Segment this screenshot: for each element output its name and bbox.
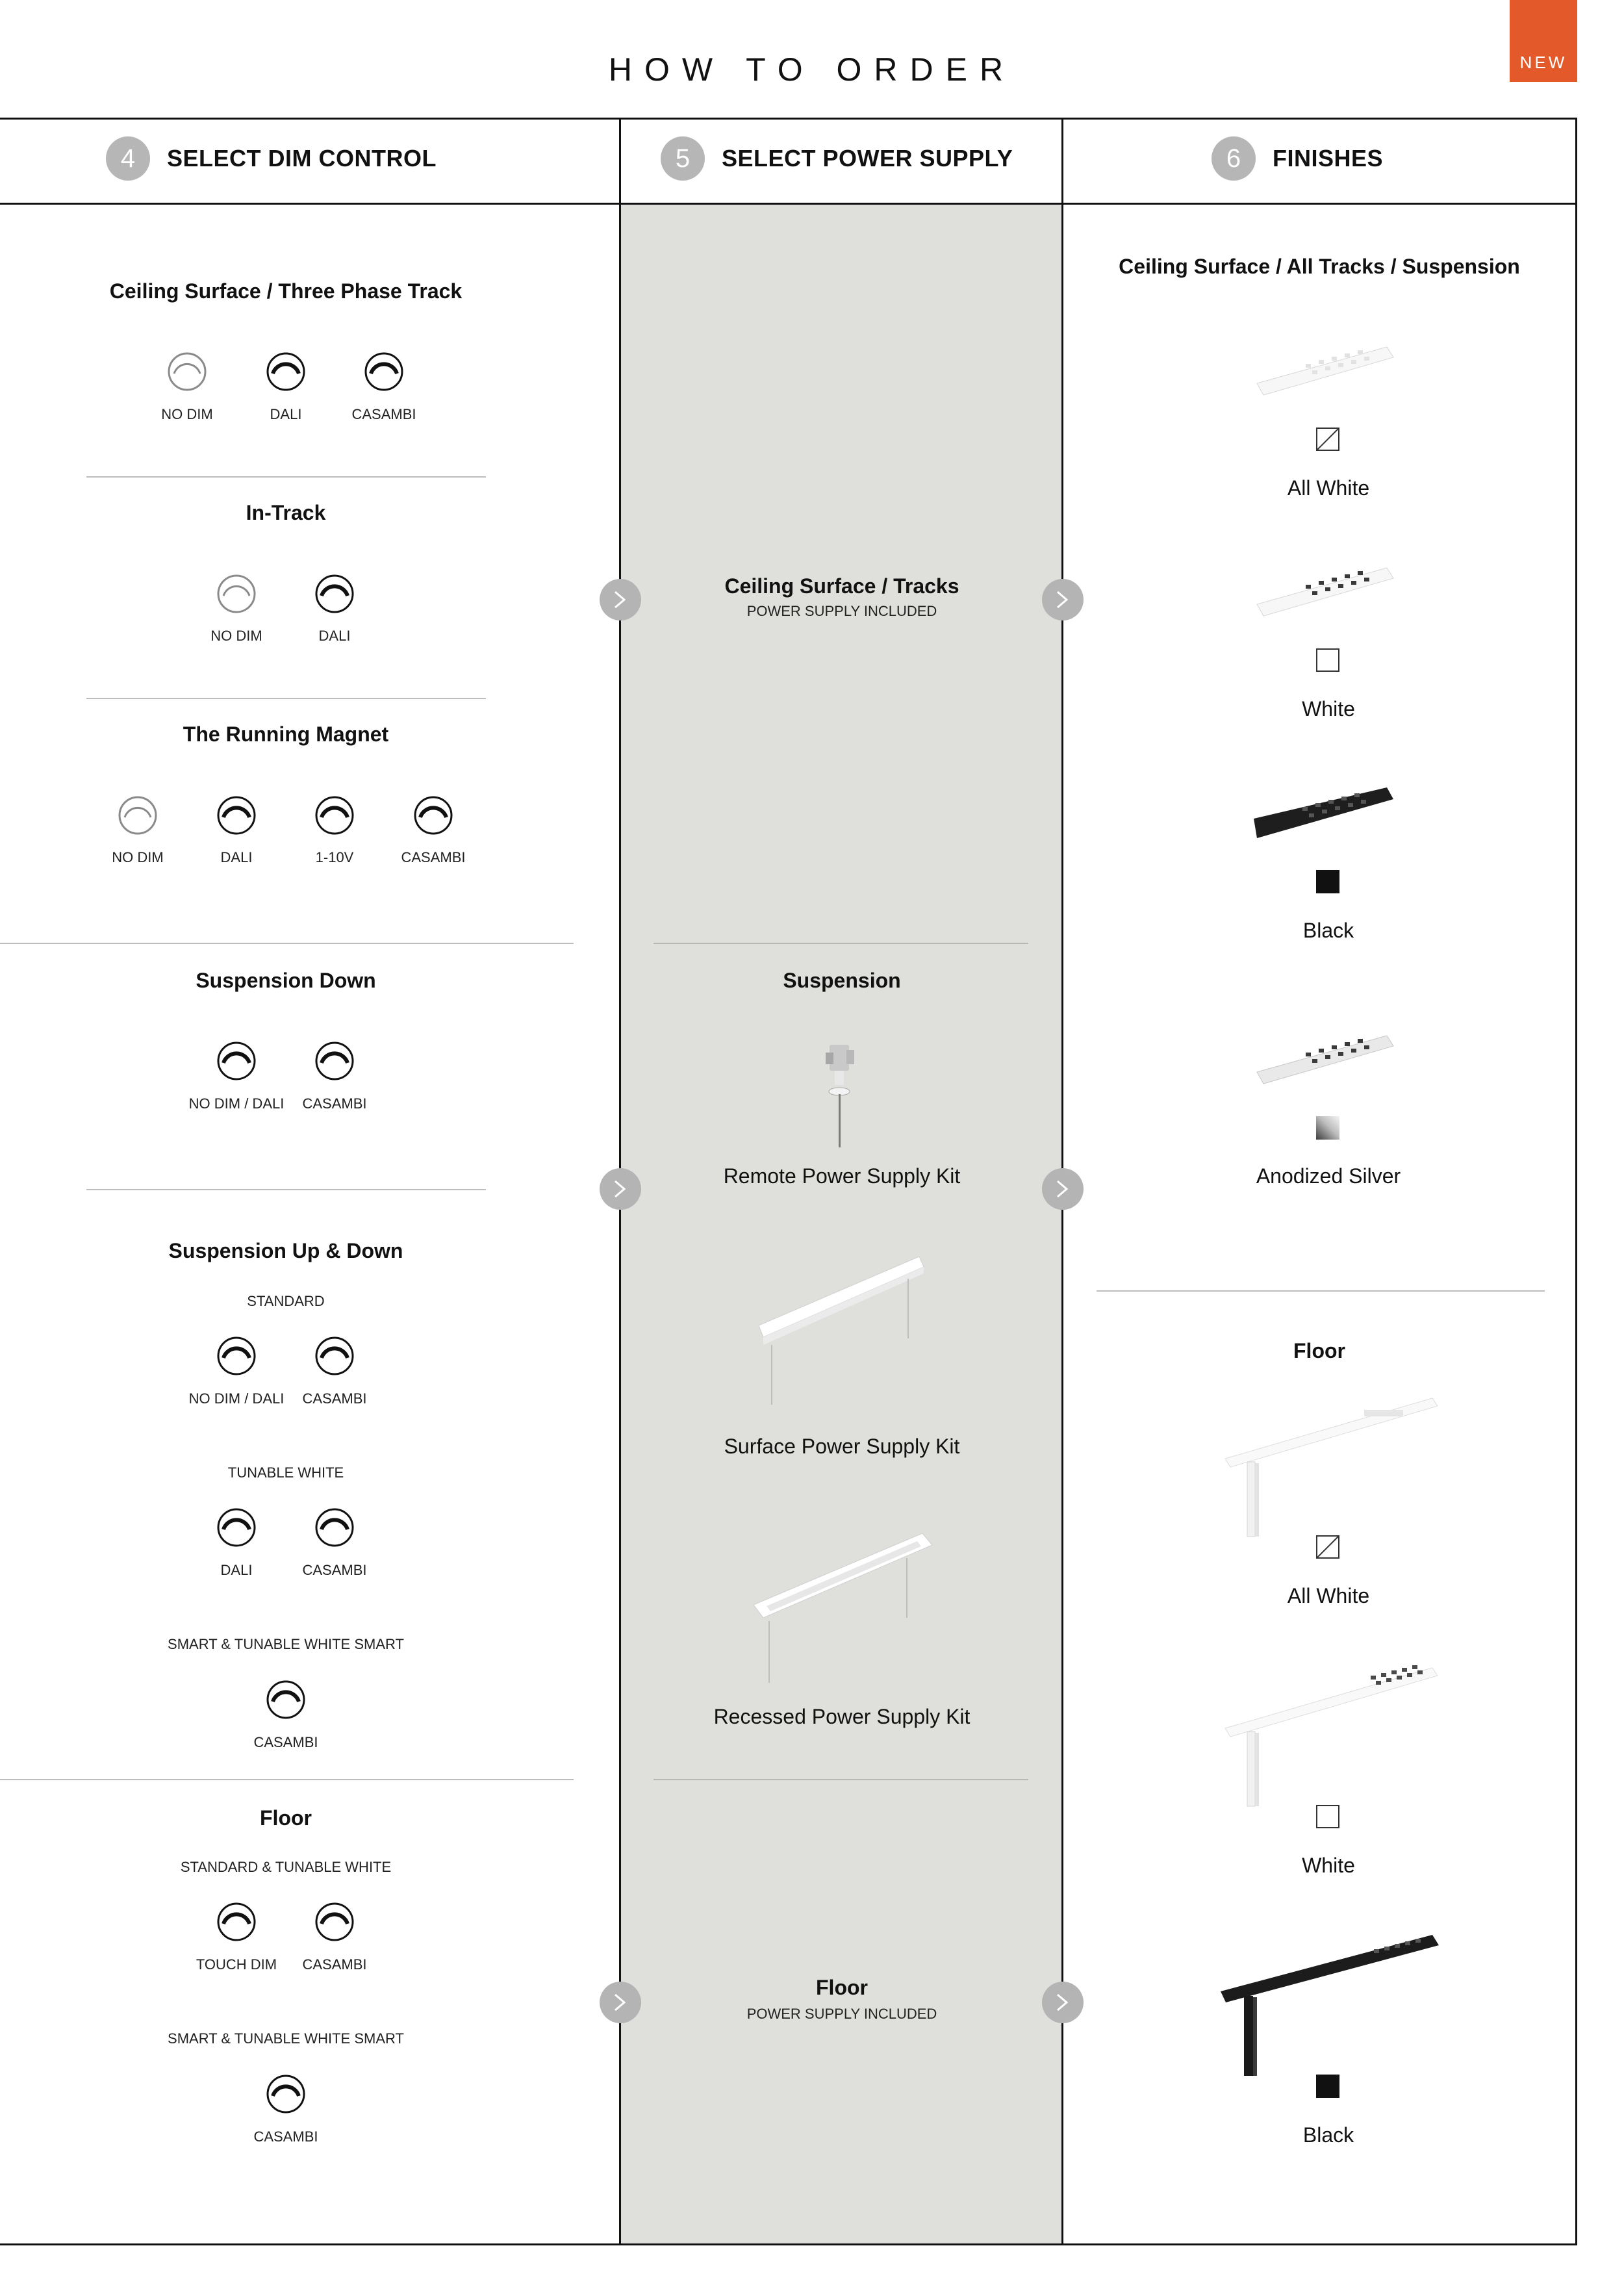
dim-option-label: CASAMBI [302, 1390, 367, 1407]
dimmer-icon [314, 1041, 355, 1081]
step-number: 4 [106, 136, 150, 181]
chevron-right-icon [1042, 1982, 1084, 2023]
no-dim-icon [118, 795, 158, 836]
dimmer-icon [216, 1902, 257, 1942]
white-swatch-icon [1316, 1805, 1339, 1828]
dim-option-label: CASAMBI [302, 1956, 367, 1973]
divider [86, 1189, 486, 1190]
table-bottom-rule [0, 2243, 1577, 2245]
divider [0, 1779, 574, 1780]
step-dim-control [106, 136, 437, 181]
power-kit-label: Remote Power Supply Kit [723, 1164, 961, 1188]
finish-label: White [1302, 1854, 1355, 1877]
dim-subsection-label: SMART & TUNABLE WHITE SMART [168, 1636, 404, 1652]
finish-label: White [1302, 697, 1355, 721]
surface-power-kit-image [754, 1254, 929, 1410]
dim-option-label: CASAMBI [302, 1562, 367, 1578]
dim-option-label: CASAMBI [253, 2128, 318, 2145]
new-badge: NEW [1510, 0, 1577, 82]
dim-option-label: NO DIM / DALI [188, 1095, 285, 1112]
no-dim-icon [167, 351, 207, 392]
divider [0, 943, 574, 944]
dim-option-label: CASAMBI [253, 1734, 318, 1750]
power-note: POWER SUPPLY INCLUDED [746, 2006, 937, 2022]
finish-label: All White [1287, 476, 1370, 500]
header-bottom-rule [0, 203, 1577, 205]
anodized-silver-swatch-icon [1316, 1116, 1339, 1140]
step-number: 6 [1212, 136, 1256, 181]
chevron-right-icon [600, 1982, 641, 2023]
black-swatch-icon [1316, 870, 1339, 893]
dim-section-title: Ceiling Surface / Three Phase Track [109, 279, 463, 303]
dimmer-icon [314, 574, 355, 614]
dim-option-label: CASAMBI [302, 1095, 367, 1112]
floor-black-fixture-image [1218, 1930, 1445, 2079]
dim-subsection-label: STANDARD [247, 1293, 325, 1309]
finish-section-title: Ceiling Surface / All Tracks / Suspension [1119, 255, 1520, 278]
dimmer-icon [314, 795, 355, 836]
anodized-silver-fixture-image [1254, 1027, 1397, 1092]
power-note: POWER SUPPLY INCLUDED [746, 603, 937, 619]
divider [1097, 1290, 1545, 1292]
step-number: 5 [661, 136, 705, 181]
divider [86, 698, 486, 699]
divider [653, 1779, 1028, 1780]
all-white-swatch-icon [1316, 428, 1339, 451]
step-power-supply [661, 136, 1013, 181]
step-label: SELECT POWER SUPPLY [722, 145, 1013, 172]
all-white-swatch-icon [1316, 1535, 1339, 1559]
dimmer-icon [314, 1507, 355, 1548]
dimmer-icon [364, 351, 404, 392]
dimmer-icon [266, 1680, 306, 1720]
dimmer-icon [216, 795, 257, 836]
page-title: HOW TO ORDER [608, 51, 1016, 88]
dim-section-title: The Running Magnet [183, 722, 389, 746]
dimmer-icon [314, 1336, 355, 1376]
recessed-power-kit-image [747, 1527, 935, 1689]
dimmer-icon [314, 1902, 355, 1942]
power-kit-label: Recessed Power Supply Kit [713, 1705, 971, 1728]
chevron-right-icon [600, 1168, 641, 1210]
column-divider-3 [1575, 118, 1577, 2245]
finish-section-title: Floor [1293, 1339, 1345, 1362]
dim-option-label: NO DIM [161, 406, 213, 422]
dim-option-label: TOUCH DIM [196, 1956, 277, 1973]
chevron-right-icon [1042, 579, 1084, 620]
finish-label: Black [1302, 919, 1354, 942]
dimmer-icon [216, 1507, 257, 1548]
dim-option-label: CASAMBI [401, 849, 466, 865]
dimmer-icon [216, 1336, 257, 1376]
step-label: SELECT DIM CONTROL [167, 145, 437, 172]
dim-option-label: 1-10V [315, 849, 354, 865]
dim-subsection-label: SMART & TUNABLE WHITE SMART [168, 2030, 404, 2047]
power-supply-panel [620, 205, 1063, 2243]
divider [86, 476, 486, 478]
chevron-right-icon [1042, 1168, 1084, 1210]
dim-option-label: NO DIM [112, 849, 164, 865]
dim-option-label: NO DIM / DALI [188, 1390, 285, 1407]
dim-option-label: DALI [270, 406, 302, 422]
chevron-right-icon [600, 579, 641, 620]
black-fixture-image [1250, 780, 1400, 851]
header-top-rule [0, 118, 1577, 120]
dim-subsection-label: STANDARD & TUNABLE WHITE [180, 1859, 392, 1875]
power-section-title: Ceiling Surface / Tracks [724, 574, 959, 598]
dim-option-label: DALI [220, 849, 253, 865]
dimmer-icon [413, 795, 453, 836]
step-finishes [1212, 136, 1383, 181]
dim-section-title: Suspension Down [196, 969, 376, 992]
dimmer-icon [266, 2074, 306, 2114]
black-swatch-icon [1316, 2075, 1339, 2098]
dim-option-label: NO DIM [210, 628, 262, 644]
power-kit-label: Surface Power Supply Kit [724, 1435, 960, 1458]
dimmer-icon [266, 351, 306, 392]
no-dim-icon [216, 574, 257, 614]
finish-label: Black [1302, 2123, 1354, 2147]
all-white-fixture-image [1254, 338, 1397, 403]
floor-all-white-fixture-image [1221, 1390, 1442, 1540]
finish-label: Anodized Silver [1256, 1164, 1401, 1188]
white-fixture-image [1254, 559, 1397, 624]
power-section-title: Suspension [783, 969, 901, 992]
finish-label: All White [1287, 1584, 1370, 1607]
dim-section-title: Suspension Up & Down [168, 1239, 403, 1262]
dim-option-label: DALI [220, 1562, 253, 1578]
divider [653, 943, 1028, 944]
dim-option-label: CASAMBI [351, 406, 416, 422]
dimmer-icon [216, 1041, 257, 1081]
dim-section-title: Floor [260, 1806, 312, 1830]
remote-power-kit-image [815, 1040, 867, 1150]
step-label: FINISHES [1273, 145, 1384, 172]
white-swatch-icon [1316, 648, 1339, 672]
power-section-title: Floor [816, 1976, 868, 1999]
dim-subsection-label: TUNABLE WHITE [227, 1464, 344, 1481]
dim-option-label: DALI [318, 628, 351, 644]
dim-section-title: In-Track [246, 501, 326, 524]
floor-white-fixture-image [1221, 1660, 1442, 1809]
